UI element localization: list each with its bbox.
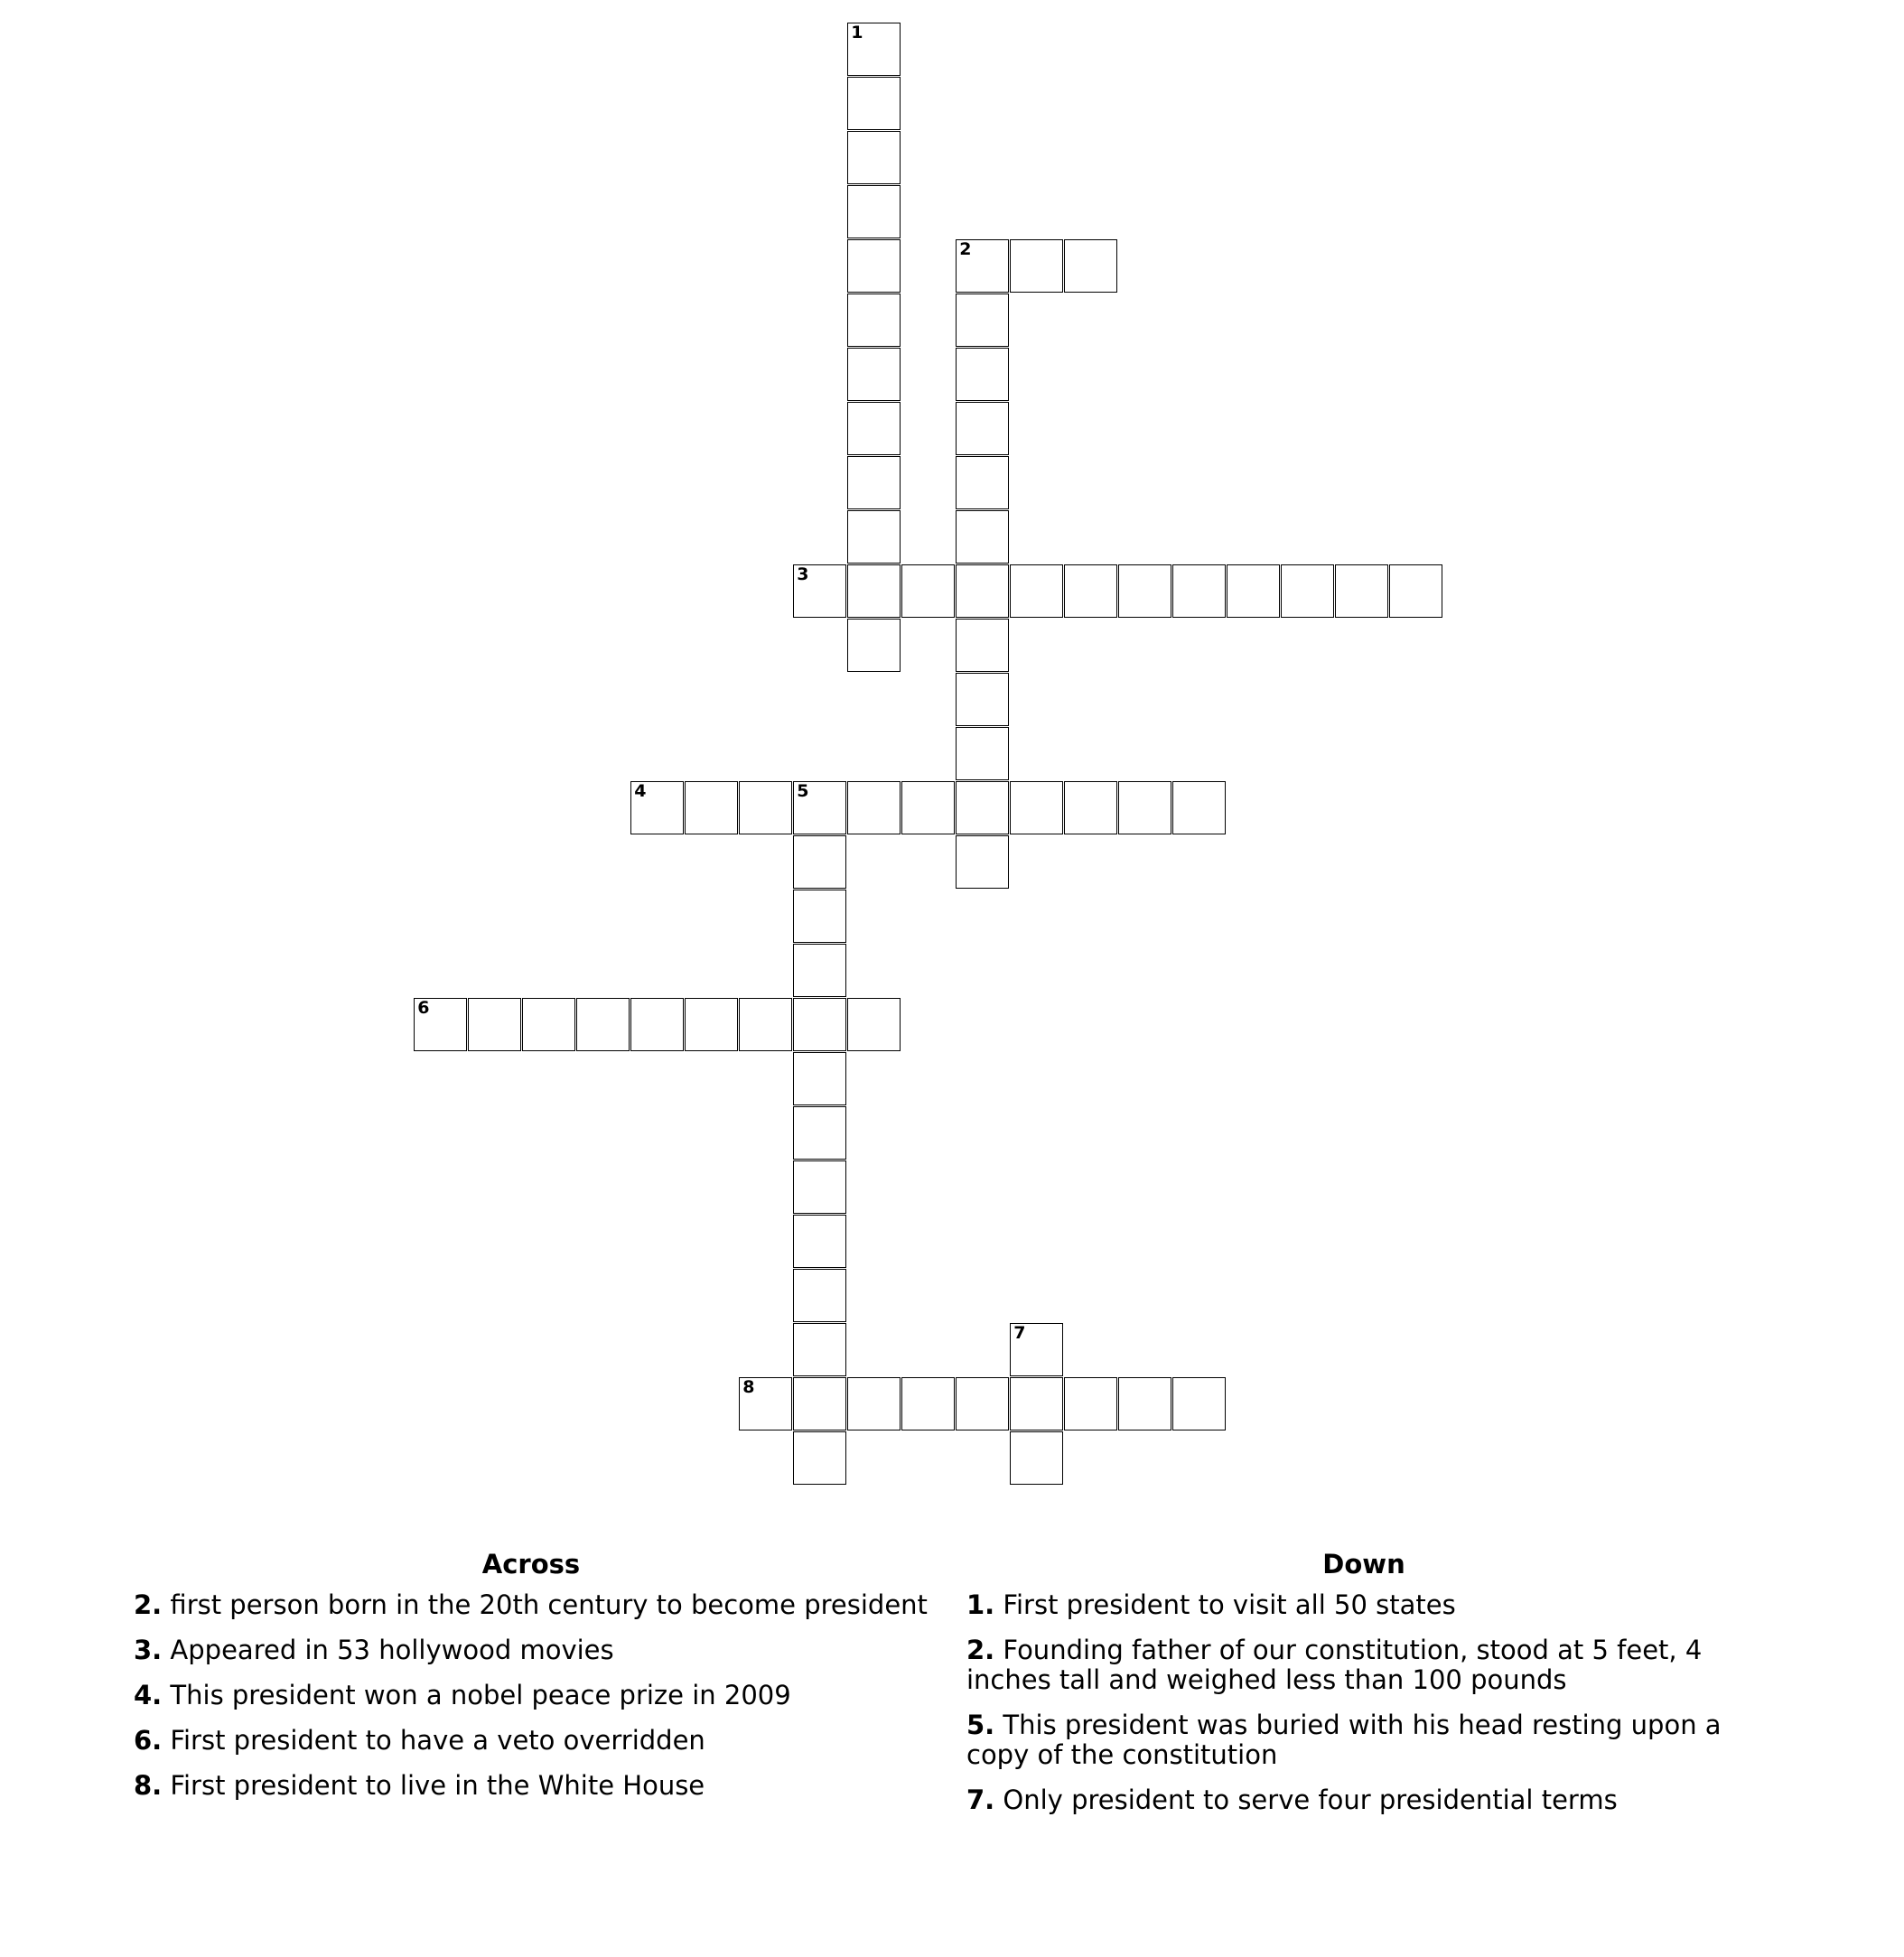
clue-down-2 [966,1635,1761,1695]
crossword-cell[interactable] [956,239,1009,293]
crossword-cell[interactable] [739,781,792,834]
crossword-cell[interactable] [847,781,901,834]
crossword-cell[interactable] [847,294,901,347]
clue-number: 1. [966,1589,995,1620]
crossword-cell[interactable] [630,998,684,1051]
cell-number: 1 [851,23,863,43]
clue-number: 5. [966,1710,995,1740]
crossword-cell[interactable] [793,564,846,618]
crossword-cell[interactable] [793,1431,846,1485]
crossword-cell[interactable] [956,619,1009,672]
clue-number: 2. [966,1635,995,1665]
crossword-cell[interactable] [901,781,955,834]
crossword-cell[interactable] [901,564,955,618]
crossword-cell[interactable] [956,456,1009,509]
crossword-cell[interactable] [847,510,901,564]
clue-text: First president to have a veto overridden [170,1725,705,1756]
crossword-cell[interactable] [847,77,901,130]
crossword-cell[interactable] [847,998,901,1051]
crossword-cell[interactable] [1064,239,1117,293]
crossword-cell[interactable] [793,1377,846,1430]
clue-number: 6. [134,1725,163,1756]
crossword-cell[interactable] [847,564,901,618]
clue-text: This president was buried with his head resting upon a copy of the constitution [966,1710,1722,1770]
crossword-cell[interactable] [793,1215,846,1268]
crossword-cell[interactable] [1010,781,1063,834]
clue-text: Only president to serve four presidential terms [1003,1785,1618,1815]
across-clues [134,1549,929,1816]
clue-number: 4. [134,1680,163,1710]
crossword-cell[interactable] [1010,1377,1063,1430]
clue-number: 7. [966,1785,995,1815]
clue-across-8 [134,1771,929,1801]
crossword-cell[interactable] [1010,564,1063,618]
cell-number: 6 [417,998,430,1019]
crossword-cell[interactable] [793,1052,846,1105]
crossword-cell[interactable] [956,348,1009,401]
crossword-cell[interactable] [414,998,467,1051]
crossword-cell[interactable] [956,781,1009,834]
crossword-cell[interactable] [1118,781,1171,834]
crossword-cell[interactable] [1064,1377,1117,1430]
crossword-cell[interactable] [793,781,846,834]
clue-across-4 [134,1681,929,1710]
crossword-cell[interactable] [1118,1377,1171,1430]
clue-number: 3. [134,1635,163,1665]
crossword-cell[interactable] [739,998,792,1051]
crossword-cell[interactable] [1010,1431,1063,1485]
crossword-cell[interactable] [739,1377,792,1430]
crossword-cell[interactable] [1227,564,1280,618]
crossword-cell[interactable] [1064,564,1117,618]
cell-number: 5 [797,781,809,802]
crossword-cell[interactable] [956,510,1009,564]
crossword-cell[interactable] [793,1106,846,1160]
cell-number: 3 [797,564,809,585]
crossword-cell[interactable] [956,402,1009,455]
crossword-cell[interactable] [793,1323,846,1376]
crossword-cell[interactable] [1064,781,1117,834]
crossword-cell[interactable] [576,998,630,1051]
cell-number: 4 [634,781,647,802]
crossword-cell[interactable] [847,456,901,509]
cell-number: 8 [742,1377,755,1398]
down-clues [966,1549,1761,1831]
clue-text: first person born in the 20th century to become president [170,1589,928,1620]
crossword-cell[interactable] [1010,239,1063,293]
crossword-cell[interactable] [630,781,684,834]
crossword-cell[interactable] [847,348,901,401]
crossword-cell[interactable] [793,890,846,943]
clue-number: 8. [134,1770,163,1801]
crossword-cell[interactable] [522,998,575,1051]
clue-down-5 [966,1710,1761,1770]
clue-across-6 [134,1726,929,1756]
crossword-cell[interactable] [847,402,901,455]
crossword-cell[interactable] [847,131,901,184]
crossword-cell[interactable] [1335,564,1388,618]
clue-text: Appeared in 53 hollywood movies [170,1635,614,1665]
crossword-cell[interactable] [847,619,901,672]
crossword-cell[interactable] [1118,564,1171,618]
clue-across-2 [134,1590,929,1620]
crossword-cell[interactable] [793,835,846,889]
crossword-cell[interactable] [793,1160,846,1214]
crossword-cell[interactable] [685,781,738,834]
crossword-cell[interactable] [956,294,1009,347]
crossword-cell[interactable] [956,673,1009,726]
crossword-cell[interactable] [1389,564,1442,618]
cell-number: 2 [959,239,972,260]
cell-number: 7 [1013,1323,1026,1344]
crossword-cell[interactable] [793,944,846,997]
clue-down-1 [966,1590,1761,1620]
crossword-cell[interactable] [956,1377,1009,1430]
crossword-cell[interactable] [901,1377,955,1430]
crossword-cell[interactable] [956,727,1009,780]
crossword-cell[interactable] [793,1269,846,1322]
crossword-cell[interactable] [1010,1323,1063,1376]
across-heading: Across [481,1549,581,1580]
crossword-cell[interactable] [847,185,901,238]
crossword-cell[interactable] [685,998,738,1051]
crossword-cell[interactable] [847,239,901,293]
clue-text: This president won a nobel peace prize in 2009 [170,1680,791,1710]
clue-number: 2. [134,1589,163,1620]
crossword-cell[interactable] [1172,1377,1226,1430]
crossword-cell[interactable] [1281,564,1334,618]
clue-text: Founding father of our constitution, stood at 5 feet, 4 inches tall and weighed less than 100 pounds [966,1635,1703,1695]
crossword-cell[interactable] [1172,564,1226,618]
crossword-cell[interactable] [468,998,521,1051]
crossword-cell[interactable] [956,835,1009,889]
crossword-cell[interactable] [1172,781,1226,834]
crossword-cell[interactable] [847,1377,901,1430]
crossword-cell[interactable] [956,564,1009,618]
down-heading: Down [1322,1549,1405,1580]
clue-down-7 [966,1785,1761,1815]
clue-across-3 [134,1635,929,1665]
clue-text: First president to visit all 50 states [1003,1589,1456,1620]
crossword-cell[interactable] [847,23,901,76]
clue-text: First president to live in the White House [170,1770,705,1801]
crossword-cell[interactable] [793,998,846,1051]
